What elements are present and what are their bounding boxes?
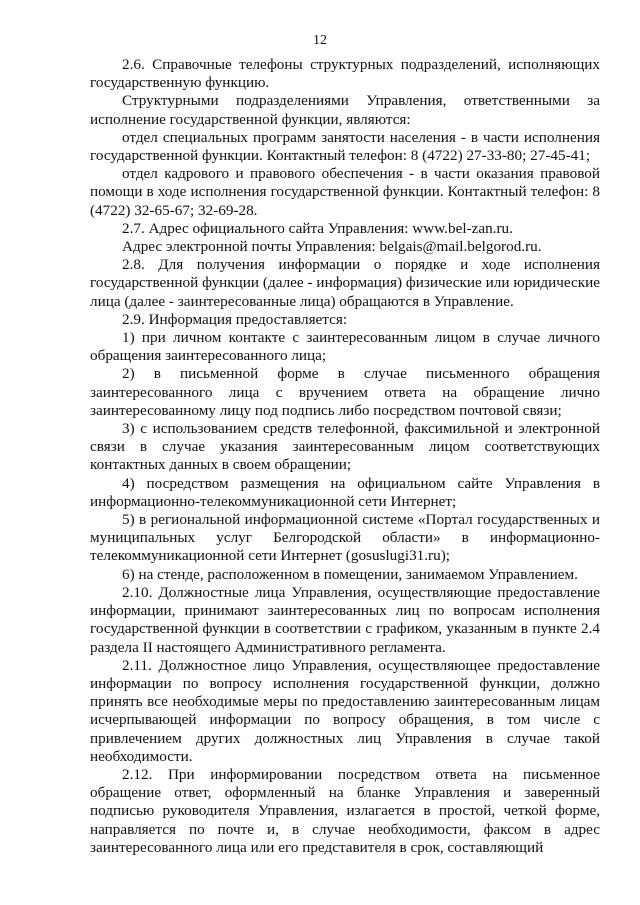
paragraph-email: Адрес электронной почты Управления: belgais@mail.belgorod.ru. [122,238,542,256]
paragraph-2-6: 2.6. Справочные телефоны структурных подразделений, исполняющих государственную функцию. [90,56,600,92]
list-item-6: 6) на стенде, расположенном в помещении, занимаемом Управлением. [122,565,578,583]
paragraph-2-8: 2.8. Для получения информации о порядке и ходе исполнения государственной функции (далее - информация) физические или юридические лица (далее - заинтересованные лица) обращаются в Управление. [90,256,600,310]
list-item-3: 3) с использованием средств телефонной, факсимильной и электронной связи в случае указания заинтересованным лицом соответствующих контактных данных в своем обращении; [90,420,600,474]
document-body [90,56,600,857]
list-item-5: 5) в региональной информационной системе «Портал государственных и муниципальных услуг Белгородской области» в информационно-телекоммуникационной сети Интернет (gosuslugi31.ru); [90,511,600,565]
paragraph-2-9: 2.9. Информация предоставляется: [122,310,348,328]
list-item-2: 2) в письменной форме в случае письменного обращения заинтересованного лица с вручением ответа на обращение лично заинтересованному лицу под подпись либо посредством почтовой связи; [90,365,600,419]
paragraph-employment-department: отдел специальных программ занятости населения - в части исполнения государственной функции. Контактный телефон: 8 (4722) 27-33-80; 27-45-41; [90,128,600,165]
paragraph-2-7-website: 2.7. Адрес официального сайта Управления: www.bel-zan.ru. [122,219,513,237]
paragraph-legal-department: отдел кадрового и правового обеспечения - в части оказания правовой помощи в ходе исполнения государственной функции. Контактный телефон: 8 (4722) 32-65-67; 32-69-28. [90,165,600,219]
page-number: 12 [313,33,327,48]
paragraph-units-intro: Структурными подразделениями Управления, ответственными за исполнение государственной функции, являются: [90,92,600,128]
list-item-4: 4) посредством размещения на официальном сайте Управления в информационно-телекоммуникационной сети Интернет; [90,474,600,510]
paragraph-2-11: 2.11. Должностное лицо Управления, осуществляющее предоставление информации по вопросу исполнения государственной функции, должно принять все необходимые меры по предоставлению заинтересованным лицам исчерпывающей информации по вопросу обращения, в том числе с привлечением других должностных лиц Управления в случае такой необходимости. [90,656,600,765]
list-item-1: 1) при личном контакте с заинтересованным лицом в случае личного обращения заинтересованного лица; [90,329,600,365]
paragraph-2-10: 2.10. Должностные лица Управления, осуществляющие предоставление информации, принимают заинтересованных лиц по вопросам исполнения государственной функции в соответствии с графиком, указанным в пункте 2.4 раздела II настоящего Административного регламента. [90,583,600,656]
paragraph-2-12: 2.12. При информировании посредством ответа на письменное обращение ответ, оформленный на бланке Управления и заверенный подписью руководителя Управления, излагается в простой, четкой форме, направляется по почте и, в случае необходимости, факсом в адрес заинтересованного лица или его представителя в срок, составляющий [90,765,600,856]
